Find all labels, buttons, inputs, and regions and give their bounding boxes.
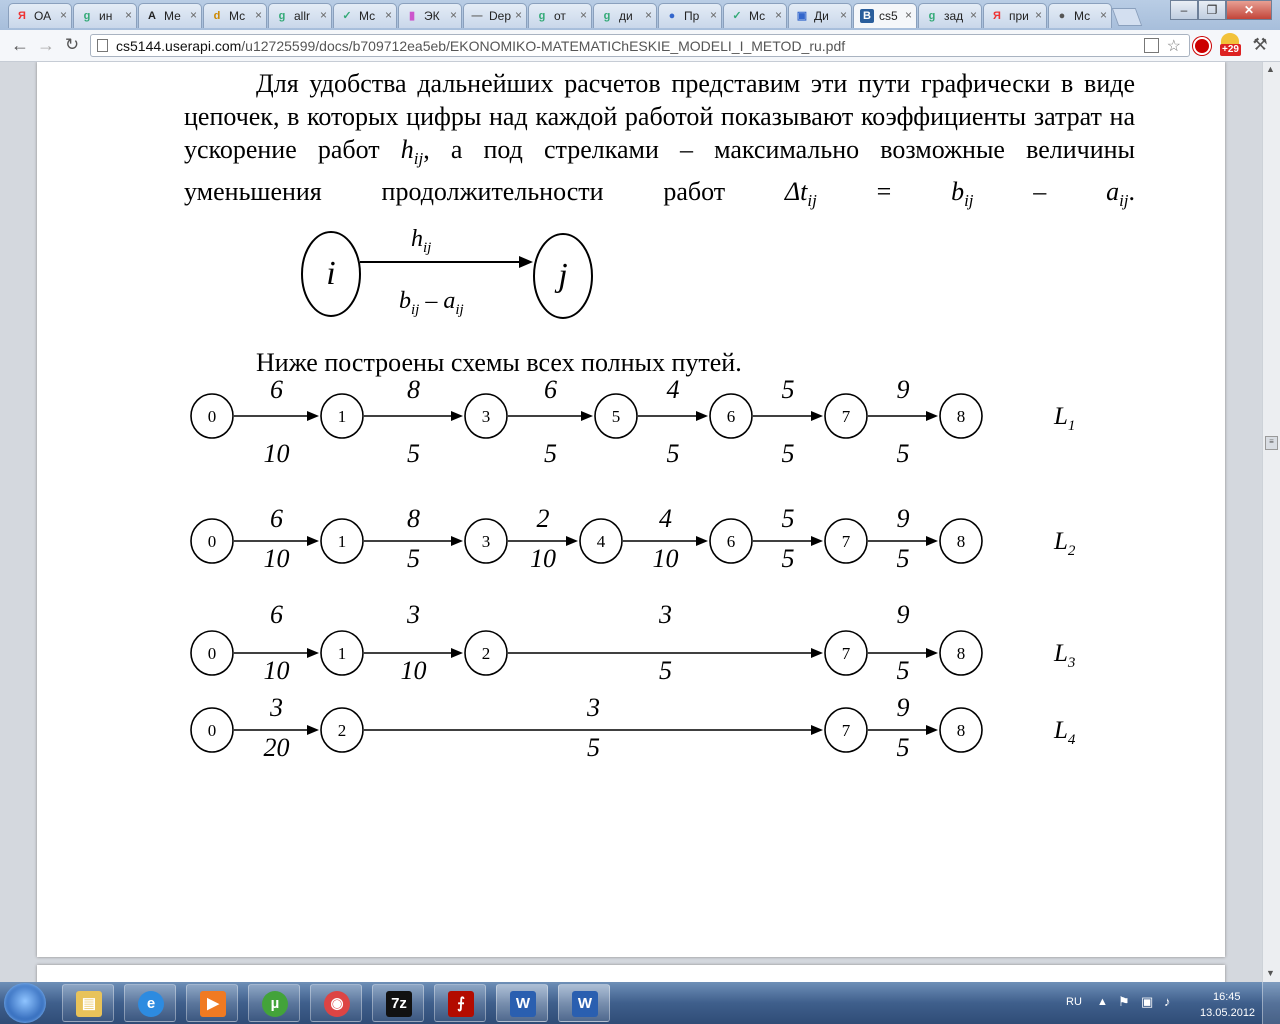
path-3-node-label: 2: [481, 644, 491, 663]
path-1-edge-cost-label: 6: [270, 375, 283, 404]
path-3-edge-cost-label: 3: [659, 600, 672, 629]
adblock-extension-icon[interactable]: [1193, 37, 1211, 55]
scroll-up-icon[interactable]: ▲: [1266, 64, 1275, 74]
path-1-node-label: 0: [207, 407, 217, 426]
utorrent-icon: µ: [262, 991, 288, 1017]
path-3-arrowhead: [307, 648, 319, 658]
address-bar[interactable]: [90, 34, 1190, 57]
tab-label: ди: [619, 9, 633, 23]
tab-strip: [0, 0, 1280, 30]
dash-icon: —: [471, 10, 483, 22]
tab-13[interactable]: [853, 3, 917, 28]
vk-icon: B: [860, 9, 874, 23]
url-host: cs5144.userapi.com: [116, 38, 242, 54]
path-2-node-label: 1: [337, 532, 347, 551]
tab-close-icon[interactable]: ×: [839, 8, 847, 22]
tab-label: ин: [99, 9, 113, 23]
path-1-edge-cost-label: 4: [666, 375, 680, 404]
tab-close-icon[interactable]: ×: [644, 8, 652, 22]
tab-close-icon[interactable]: ×: [124, 8, 132, 22]
paragraph-paths: Ниже построены схемы всех полных путей.: [256, 348, 742, 377]
b-symbol: $b_{ij}$: [951, 177, 974, 211]
google-icon: g: [278, 10, 286, 22]
minimize-button[interactable]: –: [1170, 0, 1198, 20]
tab-label: ЭК: [424, 9, 440, 23]
tab-6[interactable]: [398, 3, 462, 28]
pdf-icon: ⨍: [448, 991, 474, 1017]
path-2-edge-reduction-label: 10: [530, 544, 556, 573]
chrome-icon: ◉: [324, 991, 350, 1017]
tab-5[interactable]: [333, 3, 397, 28]
path-1-edge-reduction-label: 5: [781, 439, 795, 468]
tab-close-icon[interactable]: ×: [384, 8, 392, 22]
bookmark-star-icon[interactable]: ☆: [1166, 38, 1181, 55]
clock-date[interactable]: 13.05.2012: [1200, 1007, 1256, 1019]
path-4-node-label: 7: [841, 721, 851, 740]
path-2-edge-cost-label: 8: [407, 504, 420, 533]
taskbar-explorer-button[interactable]: [62, 984, 114, 1022]
tab-close-icon[interactable]: ×: [449, 8, 457, 22]
tab-close-icon[interactable]: ×: [709, 8, 717, 22]
path-3-arrowhead: [926, 648, 938, 658]
path-3-node-label: 0: [207, 644, 217, 663]
path-2-arrowhead: [451, 536, 463, 546]
path-2-edge-cost-label: 2: [536, 504, 550, 533]
folder-icon: ▤: [76, 991, 102, 1017]
tab-close-icon[interactable]: ×: [254, 8, 262, 22]
tab-label: Мс: [749, 9, 766, 23]
tab-4[interactable]: [268, 3, 332, 28]
network-icon[interactable]: ▣: [1141, 994, 1154, 1009]
path-1-arrowhead: [581, 411, 593, 421]
path-3-node-label: 1: [337, 644, 347, 663]
path-2-node-label: 0: [207, 532, 217, 551]
browser-toolbar: [0, 30, 1280, 62]
tab-label: Мс: [1074, 9, 1091, 23]
path-4-arrowhead: [926, 725, 938, 735]
path-1-arrowhead: [451, 411, 463, 421]
url-text[interactable]: [116, 38, 845, 54]
tab-7[interactable]: [463, 3, 527, 28]
tab-15[interactable]: [983, 3, 1047, 28]
path-4-node-label: 8: [956, 721, 966, 740]
path-1-arrowhead: [696, 411, 708, 421]
next-pdf-page: [37, 965, 1225, 982]
path-3-edge-cost-label: 9: [896, 600, 910, 629]
legend-node-i-label: i: [326, 255, 336, 292]
tray-up-arrow-icon[interactable]: ▲: [1097, 996, 1108, 1008]
path-1-arrowhead: [926, 411, 938, 421]
path-1-node-label: 7: [841, 407, 851, 426]
taskbar-word2-button[interactable]: [558, 984, 610, 1022]
path-1-node-label: 3: [481, 407, 491, 426]
path-2-edge-reduction-label: 5: [407, 544, 420, 573]
tab-10[interactable]: [658, 3, 722, 28]
page-action-icon[interactable]: [1144, 38, 1159, 53]
extension-badge: +29: [1222, 44, 1239, 55]
tab-label: Ме: [164, 9, 181, 23]
path-4-arrowhead: [811, 725, 823, 735]
path-1-edge-reduction-label: 5: [896, 439, 910, 468]
globe-icon: ●: [668, 10, 676, 22]
path-1-name: $L_1$: [1054, 403, 1076, 434]
path-2-name: $L_2$: [1054, 528, 1076, 559]
path-2-node-label: 6: [726, 532, 736, 551]
path-1-node-label: 5: [611, 407, 621, 426]
path-2-arrowhead: [926, 536, 938, 546]
taskbar-chrome-button[interactable]: [310, 984, 362, 1022]
path-2-edge-cost-label: 9: [896, 504, 910, 533]
tab-close-icon[interactable]: ×: [774, 8, 782, 22]
path-1-edge-cost-label: 5: [781, 375, 795, 404]
tab-0[interactable]: [8, 3, 72, 28]
path-1-arrowhead: [811, 411, 823, 421]
pdf-viewport[interactable]: [0, 62, 1262, 982]
start-button[interactable]: [4, 983, 46, 1023]
path-2-arrowhead: [696, 536, 708, 546]
tab-label: ОА: [34, 9, 52, 23]
path-2-edge-cost-label: 4: [659, 504, 672, 533]
vertical-scrollbar[interactable]: [1262, 62, 1280, 982]
taskbar-utorrent-button[interactable]: [248, 984, 300, 1022]
tab-close-icon[interactable]: ×: [1034, 8, 1042, 22]
tab-label: от: [554, 9, 566, 23]
tab-label: Мс: [359, 9, 376, 23]
tab-11[interactable]: [723, 3, 787, 28]
path-2-arrowhead: [811, 536, 823, 546]
show-desktop-button[interactable]: [1262, 982, 1280, 1024]
legend-node-j-label: j: [558, 257, 568, 294]
tab-label: Dep: [489, 9, 511, 23]
tab-close-icon[interactable]: ×: [59, 8, 67, 22]
new-tab-button[interactable]: [1112, 8, 1143, 26]
legend-bottom-label: $b_{ij} - a_{ij}$: [399, 288, 464, 318]
taskbar-media-player-button[interactable]: [186, 984, 238, 1022]
yandex-icon: Я: [993, 10, 1001, 22]
7zip-icon: 7z: [386, 991, 412, 1017]
a-letter-icon: A: [148, 10, 156, 22]
path-3-edge-reduction-label: 5: [659, 656, 672, 685]
reload-icon[interactable]: ↻: [64, 35, 80, 54]
intro-text-mid: , а под стрелками – максимально возможные величины уменьшения продолжительности работ: [184, 135, 1136, 207]
path-3-edge-reduction-label: 5: [896, 656, 910, 685]
tab-close-icon[interactable]: ×: [579, 8, 587, 22]
tab-3[interactable]: [203, 3, 267, 28]
path-2-node-label: 3: [481, 532, 491, 551]
media-player-icon: ▶: [200, 991, 226, 1017]
tab-close-icon[interactable]: ×: [319, 8, 327, 22]
taskbar-7zip-button[interactable]: [372, 984, 424, 1022]
paths-diagram: [37, 62, 1225, 957]
tab-close-icon[interactable]: ×: [1099, 8, 1107, 22]
path-4-edge-cost-label: 3: [270, 693, 283, 722]
path-3-edge-cost-label: 6: [270, 600, 283, 629]
path-4-edge-reduction-label: 5: [896, 733, 910, 762]
path-4-node-label: 0: [207, 721, 217, 740]
path-2-edge-reduction-label: 5: [781, 544, 795, 573]
path-2-edge-cost-label: 6: [270, 504, 283, 533]
path-4-edge-reduction-label: 20: [263, 733, 290, 762]
path-2-edge-reduction-label: 10: [652, 544, 679, 573]
tab-2[interactable]: [138, 3, 202, 28]
a-symbol: $a_{ij}$: [1106, 177, 1129, 211]
google-icon: g: [928, 10, 936, 22]
path-2-node-label: 8: [956, 532, 966, 551]
word-icon: W: [572, 991, 598, 1017]
path-1-edge-cost-label: 8: [407, 375, 420, 404]
maximize-button[interactable]: ❐: [1198, 0, 1226, 20]
path-1-edge-reduction-label: 5: [544, 439, 557, 468]
globe-icon: ●: [1058, 10, 1066, 22]
back-icon[interactable]: ←: [11, 35, 29, 55]
yandex-icon: Я: [18, 10, 26, 22]
google-icon: g: [603, 10, 611, 22]
path-2-arrowhead: [307, 536, 319, 546]
language-indicator[interactable]: RU: [1066, 996, 1082, 1008]
scroll-thumb[interactable]: ≡: [1265, 436, 1278, 450]
windows-taskbar: [0, 982, 1280, 1024]
path-2-edge-cost-label: 5: [781, 504, 795, 533]
intro-text: Для удобства дальнейших расчетов представим эти пути графически в виде цепочек, в которых цифры над каждой работой показывают коэффициенты затрат на ускорение работ: [184, 69, 1135, 164]
tab-1[interactable]: [73, 3, 137, 28]
path-1-node-label: 6: [726, 407, 736, 426]
scroll-down-icon[interactable]: ▼: [1266, 968, 1275, 978]
path-3-arrowhead: [451, 648, 463, 658]
tab-8[interactable]: [528, 3, 592, 28]
path-1-edge-cost-label: 9: [896, 375, 910, 404]
url-path: /u12725599/docs/b709712ea5eb/EKONOMIKO-MATEMATIChESKIE_MODELI_I_METOD_ru.pdf: [241, 38, 846, 54]
google-icon: g: [83, 10, 91, 22]
path-1-arrowhead: [307, 411, 319, 421]
tab-label: allr: [294, 9, 311, 23]
checkmark-icon: ✓: [732, 10, 742, 22]
taskbar-word-button[interactable]: [496, 984, 548, 1022]
path-3-node-label: 8: [956, 644, 966, 663]
tab-label: Мс: [229, 9, 246, 23]
h-symbol: $h_{ij}$: [400, 135, 424, 169]
taskbar-internet-explorer-button[interactable]: [124, 984, 176, 1022]
path-3-node-label: 7: [841, 644, 851, 663]
volume-icon[interactable]: ♪: [1164, 994, 1171, 1009]
tab-label: cs5: [879, 9, 898, 23]
ie-icon: e: [138, 991, 164, 1017]
tab-close-icon[interactable]: ×: [189, 8, 197, 22]
tab-9[interactable]: [593, 3, 657, 28]
path-3-edge-reduction-label: 10: [400, 656, 427, 685]
checkmark-icon: ✓: [342, 10, 352, 22]
path-1-edge-reduction-label: 5: [666, 439, 680, 468]
path-3-name: $L_3$: [1054, 640, 1076, 671]
tab-close-icon[interactable]: ×: [969, 8, 977, 22]
wrench-icon[interactable]: ⚒: [1252, 35, 1268, 54]
tab-label: при: [1009, 9, 1029, 23]
path-2-edge-reduction-label: 10: [263, 544, 290, 573]
chart-icon: ▮: [408, 10, 416, 22]
tab-close-icon[interactable]: ×: [904, 8, 912, 22]
tab-label: Пр: [684, 9, 700, 23]
path-1-edge-reduction-label: 5: [407, 439, 420, 468]
path-1-node-label: 1: [337, 407, 347, 426]
path-4-edge-cost-label: 3: [587, 693, 600, 722]
tab-16[interactable]: [1048, 3, 1112, 28]
legend-top-label: $h_{ij}$: [411, 226, 432, 256]
path-4-arrowhead: [307, 725, 319, 735]
delta-t-symbol: $\Delta t_{ij}$: [784, 177, 817, 211]
path-3-edge-reduction-label: 10: [263, 656, 290, 685]
tab-close-icon[interactable]: ×: [514, 8, 522, 22]
paragraph-intro: Для удобства дальнейших расчетов представим эти пути графически в виде цепочек, в которых цифры над каждой работой показывают коэффициенты затрат на ускорение работ $h_{ij}$, а под стрелками – максимально возможные величины уменьшения продолжительности работ $\Delta t_{ij} = b_{ij} - a_{ij}$.: [184, 69, 1136, 211]
page-icon: ▣: [796, 10, 808, 22]
tab-label: Ди: [814, 9, 829, 23]
path-2-arrowhead: [566, 536, 578, 546]
path-3-edge-cost-label: 3: [407, 600, 420, 629]
tab-12[interactable]: [788, 3, 852, 28]
word-icon: W: [510, 991, 536, 1017]
d-letter-icon: d: [213, 10, 221, 22]
path-2-node-label: 4: [596, 532, 606, 551]
path-1-edge-cost-label: 6: [544, 375, 557, 404]
path-1-node-label: 8: [956, 407, 966, 426]
path-2-node-label: 7: [841, 532, 851, 551]
path-4-node-label: 2: [337, 721, 347, 740]
forward-icon[interactable]: →: [37, 35, 55, 55]
path-4-name: $L_4$: [1054, 717, 1076, 748]
taskbar-acrobat-button[interactable]: [434, 984, 486, 1022]
path-3-arrowhead: [811, 648, 823, 658]
path-4-edge-reduction-label: 5: [587, 733, 600, 762]
page-icon: [97, 39, 108, 52]
pdf-page: [37, 62, 1225, 957]
google-icon: g: [538, 10, 546, 22]
path-2-edge-reduction-label: 5: [896, 544, 910, 573]
tab-label: зад: [944, 9, 964, 23]
tab-14[interactable]: [918, 3, 982, 28]
clock-time[interactable]: 16:45: [1213, 991, 1241, 1003]
close-window-button[interactable]: ✕: [1226, 0, 1272, 20]
action-center-flag-icon[interactable]: ⚑: [1118, 994, 1130, 1009]
path-4-edge-cost-label: 9: [896, 693, 910, 722]
path-1-edge-reduction-label: 10: [263, 439, 290, 468]
